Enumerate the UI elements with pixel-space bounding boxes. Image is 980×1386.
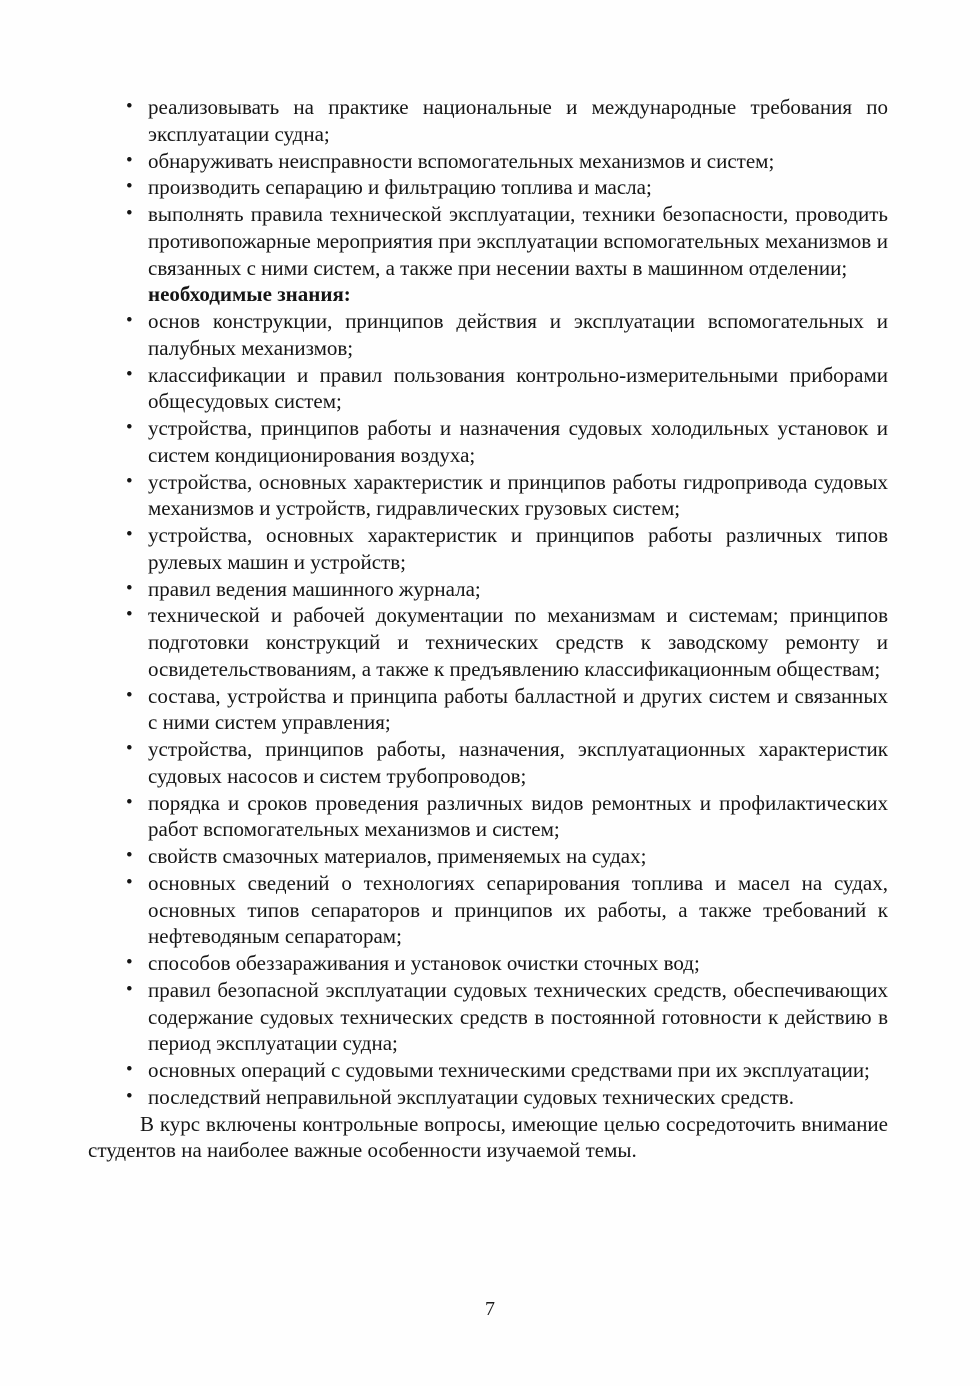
bullet-icon: •: [126, 978, 133, 1000]
bullet-icon: •: [126, 738, 133, 759]
bullet-icon: •: [126, 952, 133, 973]
list-item: [88, 576, 888, 603]
list-item-text: правил безопасной эксплуатации судовых технических средств, обеспечивающих содержание судовых технических средств в постоянной готовности к действию в период эксплуатации судна;: [148, 977, 888, 1056]
list-item-text: реализовывать на практике национальные и международные требования по эксплуатации судна;: [148, 95, 888, 146]
list-item: [88, 1084, 888, 1111]
bullet-icon: •: [126, 363, 133, 385]
bullet-icon: •: [126, 871, 133, 893]
list-item-text: технической и рабочей документации по механизмам и системам; принципов подготовки конструкций и технических средств к заводскому ремонту и освидетельствованиям, а также к предъявлению классификационным обществам;: [148, 603, 888, 681]
list-item: [88, 469, 888, 523]
bullet-icon: •: [126, 470, 133, 492]
text-block: [88, 94, 888, 1164]
list-item-text: производить сепарацию и фильтрацию топлива и масла;: [148, 175, 652, 200]
list-item-text: состава, устройства и принципа работы балластной и других систем и связанных с ними систем управления;: [148, 683, 888, 735]
bullet-icon: •: [126, 791, 133, 813]
list-item-text: способов обеззараживания и установок очистки сточных вод;: [148, 951, 700, 975]
list-item-text: устройства, принципов работы и назначения судовых холодильных установок и систем кондиционирования воздуха;: [148, 416, 888, 467]
list-item: [88, 870, 888, 950]
list-item: [88, 843, 888, 870]
list-item-text: последствий неправильной эксплуатации судовых технических средств.: [148, 1084, 794, 1109]
list-item-text: устройства, принципов работы, назначения, эксплуатационных характеристик судовых насосов и систем трубопроводов;: [148, 737, 888, 788]
bullet-icon: •: [126, 149, 133, 171]
bullet-icon: •: [126, 176, 133, 198]
bullet-icon: •: [126, 96, 133, 117]
closing-paragraph: В курс включены контрольные вопросы, имеющие целью сосредоточить внимание студентов на наиболее важные особенности изучаемой темы.: [88, 1111, 888, 1163]
list-item: [88, 308, 888, 362]
list-item: [88, 201, 888, 281]
list-item: [88, 174, 888, 201]
bullet-icon: •: [126, 310, 133, 331]
list-item: [88, 1057, 888, 1084]
list-item-text: правил ведения машинного журнала;: [148, 576, 481, 601]
list-item-text: основ конструкции, принципов действия и эксплуатации вспомогательных и палубных механизмов;: [148, 309, 888, 360]
bullet-icon: •: [126, 203, 133, 224]
list-item-text: выполнять правила технической эксплуатации, техники безопасности, проводить противопожарные мероприятия при эксплуатации вспомогательных механизмов и связанных с ними систем, а также при несении вахты в машинном отделении;: [148, 202, 888, 280]
list-item: [88, 736, 888, 790]
bullet-icon: •: [126, 845, 133, 866]
list-item: [88, 522, 888, 576]
bullet-icon: •: [126, 417, 133, 438]
list-item-text: обнаруживать неисправности вспомогательных механизмов и систем;: [148, 148, 775, 173]
list-item: [88, 950, 888, 977]
list-item: [88, 415, 888, 469]
list-item: [88, 683, 888, 737]
list-item-text: основных сведений о технологиях сепарирования топлива и масел на судах, основных типов сепараторов и принципов их работы, а также требований к нефтеводяным сепараторам;: [148, 870, 888, 949]
list-item: [88, 362, 888, 416]
list-item: [88, 790, 888, 844]
skills-list: [88, 94, 888, 281]
knowledge-heading: необходимые знания:: [148, 282, 351, 307]
knowledge-list: [88, 308, 888, 1111]
list-item: [88, 148, 888, 175]
bullet-icon: •: [126, 524, 133, 545]
bullet-icon: •: [126, 1059, 133, 1080]
bullet-icon: •: [126, 577, 133, 599]
list-item: [88, 94, 888, 148]
list-item: [88, 602, 888, 682]
list-item-text: устройства, основных характеристик и принципов работы гидропривода судовых механизмов и устройств, гидравлических грузовых систем;: [148, 469, 888, 521]
list-item-text: свойств смазочных материалов, применяемых на судах;: [148, 844, 647, 868]
list-item: [88, 977, 888, 1057]
bullet-icon: •: [126, 604, 133, 626]
list-item-text: классификации и правил пользования контрольно-измерительными приборами общесудовых систем;: [148, 362, 888, 414]
bullet-icon: •: [126, 684, 133, 706]
page-number: 7: [485, 1298, 495, 1320]
list-item-text: устройства, основных характеристик и принципов работы различных типов рулевых машин и устройств;: [148, 523, 888, 574]
bullet-icon: •: [126, 1085, 133, 1107]
list-item-text: основных операций с судовыми техническими средствами при их эксплуатации;: [148, 1058, 870, 1082]
list-item-text: порядка и сроков проведения различных видов ремонтных и профилактических работ вспомогательных механизмов и систем;: [148, 790, 888, 842]
